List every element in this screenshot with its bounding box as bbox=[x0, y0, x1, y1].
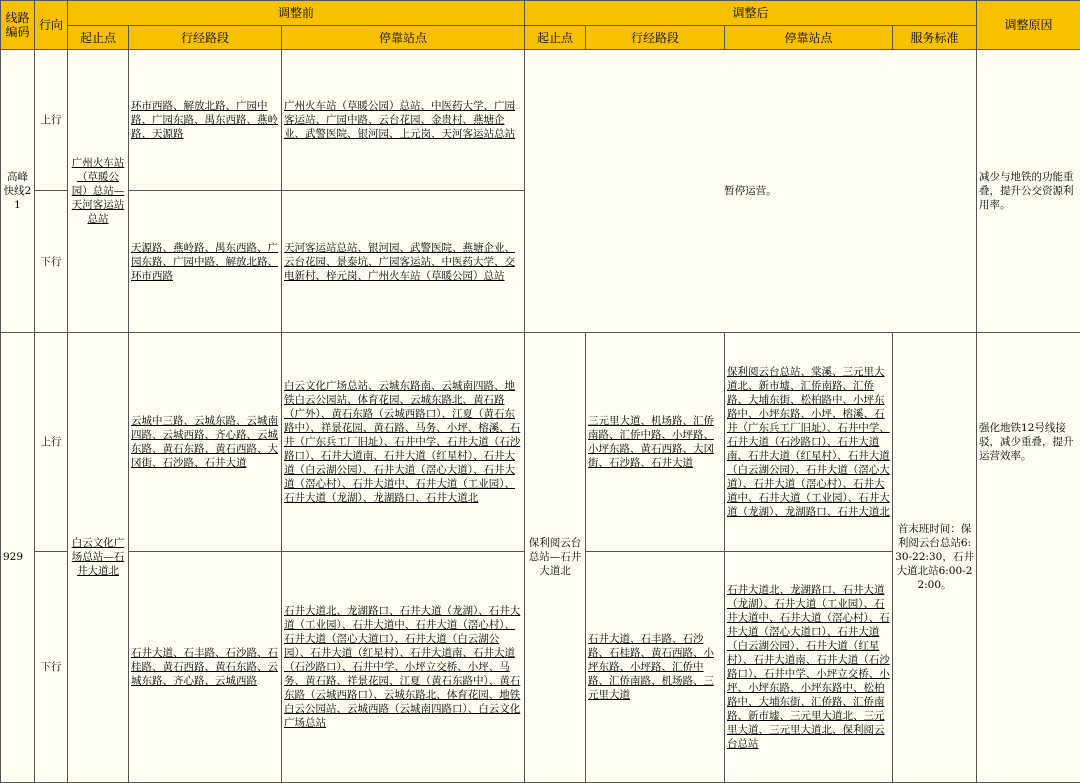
adjust-reason: 强化地铁12号线接驳，减少重叠，提升运营效率。 bbox=[977, 332, 1080, 782]
before-stops: 天河客运站总站、银河园、武警医院、燕塘企业、云台花园、景泰坑、广园客运站、中医药大学、交电新村、梓元岗、广州火车站（草暖公园）总站 bbox=[282, 191, 525, 332]
before-path: 石井大道、石丰路、石沙路、石桂路、黄石西路、黄石东路、云城东路、齐心路、云城西路 bbox=[129, 552, 282, 783]
table-row bbox=[1, 50, 1080, 191]
table-row bbox=[1, 332, 1080, 552]
after-stops: 石井大道北、龙湖路口、石井大道（龙湖）、石井大道（工业园）、石井大道中、石井大道（滘心村）、石井大道（滘心大道口）、石井大道（白云湖公园）、石井大道（红星村）、石井大道南、石井大道（石沙路口）、石井中学、小坪立交桥、小坪、小坪东路、小坪东路中、松柏路中、大埔东街、汇侨路、汇侨南路、新市墟、三元里大道北、三元里大道、三元里大道北、保利阅云台总站 bbox=[725, 552, 893, 783]
header-direction: 行向 bbox=[35, 1, 68, 50]
route-code: 929 bbox=[1, 332, 35, 782]
before-stops: 白云文化广场总站、云城东路南、云城南四路、地铁白云公园站、体育花园、云城东路北、黄石路（广外）、黄石东路（云城西路口）、江夏（黄石东路中）、祥景花园、黄石路、马务、小坪、榕溪、石井（广东兵工厂旧址）、石井中学、石井大道（石沙路口）、石井大道南、石井大道（红星村）、石井大道（白云湖公园）、石井大道（滘心大道）、石井大道（滘心村）、石井大道中、石井大道（工业园）、石井大道（龙湖）、龙湖路口、石井大道北 bbox=[282, 332, 525, 552]
direction-label: 下行 bbox=[35, 552, 68, 783]
after-stops: 保利阅云台总站、棠溪、三元里大道北、新市墟、汇侨南路、汇侨路、大埔东街、松柏路中、小坪东路中、小坪东路、小坪、榕溪、石井（广东兵工厂旧址）、石井中学、石井大道（石沙路口）、石井大道南、石井大道（红星村）、石井大道（白云湖公园）、石井大道（滘心大道）、石井大道（滘心村）、石井大道中、石井大道（工业园）、石井大道（龙湖）、龙湖路口、石井大道北 bbox=[725, 332, 893, 552]
header-before: 调整前 bbox=[68, 1, 525, 26]
before-stops: 广州火车站（草暖公园）总站、中医药大学、广园客运站、广园中路、云台花园、金贵村、燕塘企业、武警医院、银河园、上元岗、天河客运站总站 bbox=[282, 50, 525, 191]
adjust-reason: 减少与地铁的功能重叠，提升公交资源利用率。 bbox=[977, 50, 1080, 333]
route-code: 高峰快线21 bbox=[1, 50, 35, 333]
suspended-notice: 暂停运营。 bbox=[525, 50, 977, 333]
header-before-stops: 停靠站点 bbox=[282, 26, 525, 50]
header-after-stops: 停靠站点 bbox=[725, 26, 893, 50]
before-endpoints: 广州火车站（草暖公园）总站—天河客运站总站 bbox=[68, 50, 129, 333]
header-line-code: 线路编码 bbox=[1, 1, 35, 50]
direction-label: 下行 bbox=[35, 191, 68, 332]
after-path: 石井大道、石丰路、石沙路、石桂路、黄石西路、小坪东路、小坪路、汇侨中路、汇侨南路、机场路、三元里大道 bbox=[586, 552, 725, 783]
header-reason: 调整原因 bbox=[977, 1, 1080, 50]
direction-label: 上行 bbox=[35, 50, 68, 191]
direction-label: 上行 bbox=[35, 332, 68, 552]
header-after-path: 行经路段 bbox=[586, 26, 725, 50]
after-path: 三元里大道、机场路、汇侨南路、汇侨中路、小坪路、小坪东路、黄石西路、大冈街、石沙路、石井大道 bbox=[586, 332, 725, 552]
before-endpoints: 白云文化广场总站—石井大道北 bbox=[68, 332, 129, 782]
before-path: 云城中三路、云城东路、云城南四路、云城西路、齐心路、云城东路、黄石东路、黄石西路、大冈街、石沙路、石井大道 bbox=[129, 332, 282, 552]
before-path: 天源路、燕岭路、禺东西路、广园东路、广园中路、解放北路、环市西路 bbox=[129, 191, 282, 332]
header-after-endpoints: 起止点 bbox=[525, 26, 586, 50]
header-after: 调整后 bbox=[525, 1, 977, 26]
header-before-path: 行经路段 bbox=[129, 26, 282, 50]
header-before-endpoints: 起止点 bbox=[68, 26, 129, 50]
after-endpoints: 保利阅云台总站—石井大道北 bbox=[525, 332, 586, 782]
header-service: 服务标准 bbox=[893, 26, 977, 50]
service-standard: 首末班时间：保利阅云台总站6:30-22:30，石井大道北站6:00-22:00。 bbox=[893, 332, 977, 782]
before-path: 环市西路、解放北路、广园中路、广园东路、禺东西路、燕岭路、天源路 bbox=[129, 50, 282, 191]
before-stops: 石井大道北、龙湖路口、石井大道（龙湖）、石井大道（工业园）、石井大道中、石井大道（滘心村）、石井大道（滘心大道口）、石井大道（白云湖公园）、石井大道（红星村）、石井大道南、石井大道（石沙路口）、石井中学、小坪立交桥、小坪、马务、黄石路、祥景花园、江夏（黄石东路中）、黄石东路（云城西路口）、云城东路北、体育花园、地铁白云公园站、云城西路（云城南四路口）、白云文化广场总站 bbox=[282, 552, 525, 783]
